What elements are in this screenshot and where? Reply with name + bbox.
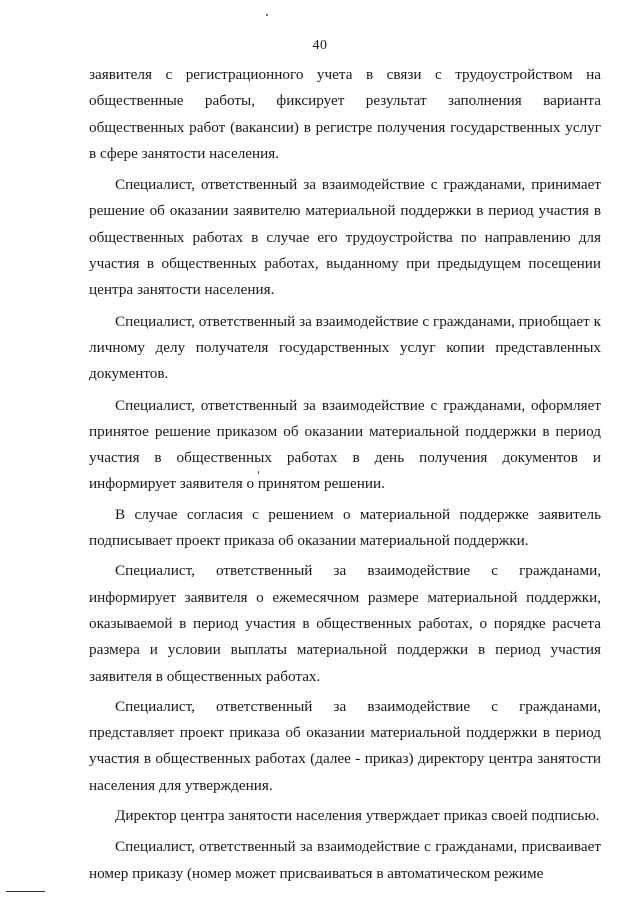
- scan-speck: [258, 471, 259, 474]
- footnote-rule: [6, 891, 45, 892]
- paragraph: Специалист, ответственный за взаимодействие с гражданами, принимает решение об оказании заявителю материальной поддержки в период участия в общественных работах в случае его трудоустройства по направлению для участия в общественных работах, выданному при предыдущем посещении центра занятости населения.: [89, 176, 601, 299]
- paragraph: Специалист, ответственный за взаимодействие с гражданами, оформляет принятое решение приказом об оказании материальной поддержки в период участия в общественных работах в день получения документов и информирует заявителя о принятом решении.: [89, 396, 601, 493]
- document-body: [89, 62, 601, 887]
- paragraph: Специалист, ответственный за взаимодействие с гражданами, представляет проект приказа об оказании материальной поддержки в период участия в общественных работах (далее - приказ) директору центра занятости населения для утверждения.: [89, 697, 601, 794]
- paragraph: Специалист, ответственный за взаимодействие с гражданами, приобщает к личному делу получателя государственных услуг копии представленных документов.: [89, 312, 601, 383]
- scan-speck: [266, 14, 268, 16]
- paragraph: Специалист, ответственный за взаимодействие с гражданами, присваивает номер приказу (номер может присваиваться в автоматическом режиме: [89, 838, 601, 882]
- paragraph: Директор центра занятости населения утверждает приказ своей подписью.: [115, 807, 600, 825]
- paragraph: заявителя с регистрационного учета в связи с трудоустройством на общественные работы, фиксирует результат заполнения варианта общественных работ (вакансии) в регистре получения государственных услуг в сфере занятости населения.: [89, 66, 601, 162]
- page-number: 40: [312, 38, 328, 53]
- paragraph: В случае согласия с решением о материальной поддержке заявитель подписывает проект приказа об оказании материальной поддержки.: [89, 505, 601, 550]
- paragraph: Специалист, ответственный за взаимодействие с гражданами, информирует заявителя о ежемесячном размере материальной поддержки, оказываемой в период участия в общественных работах, о порядке расчета размера и условии выплаты материальной поддержки в период участия заявителя в общественных работах.: [89, 562, 601, 685]
